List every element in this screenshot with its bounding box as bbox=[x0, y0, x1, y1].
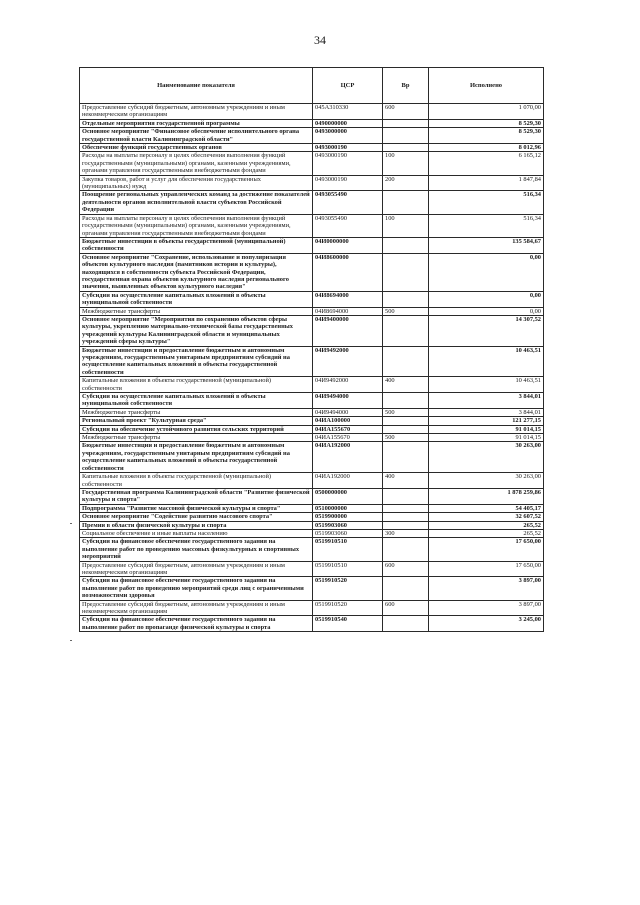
table-row bbox=[80, 577, 544, 600]
table-row bbox=[80, 408, 544, 416]
table-row bbox=[80, 191, 544, 214]
row-vr-cell: 300 bbox=[383, 529, 429, 537]
table-row bbox=[80, 152, 544, 175]
row-name-cell: Межбюджетные трансферты bbox=[80, 408, 313, 416]
row-vr-cell bbox=[383, 521, 429, 529]
row-vr-cell bbox=[383, 237, 429, 253]
scan-artifact bbox=[70, 640, 72, 641]
row-name-cell: Закупка товаров, работ и услуг для обеспечения государственных (муниципальных) нужд bbox=[80, 175, 313, 191]
row-csr-cell: 0500000000 bbox=[313, 488, 383, 504]
row-value-cell: 1 847,84 bbox=[429, 175, 544, 191]
table-row bbox=[80, 521, 544, 529]
row-csr-cell: 04И9400000 bbox=[313, 315, 383, 346]
row-name-cell: Субсидии на финансовое обеспечение государственного задания на выполнение работ по проведению мероприятий среди лиц с ограниченными возможностями здоровья bbox=[80, 577, 313, 600]
row-name-cell: Предоставление субсидий бюджетным, автономным учреждениям и иным некоммерческим организациям bbox=[80, 561, 313, 577]
row-csr-cell: 0519910510 bbox=[313, 538, 383, 561]
row-value-cell: 3 844,01 bbox=[429, 408, 544, 416]
row-vr-cell: 600 bbox=[383, 600, 429, 616]
header-csr: ЦСР bbox=[313, 68, 383, 104]
row-vr-cell bbox=[383, 577, 429, 600]
row-name-cell: Подпрограмма "Развитие массовой физической культуры и спорта" bbox=[80, 504, 313, 512]
row-csr-cell: 04И8694000 bbox=[313, 291, 383, 307]
table-row bbox=[80, 315, 544, 346]
table-row bbox=[80, 425, 544, 433]
row-name-cell: Расходы на выплаты персоналу в целях обеспечения выполнения функций государственными (муниципальными) органами, казенными учреждениями, органами управления государственными внебюджетными фондами bbox=[80, 214, 313, 237]
row-value-cell: 10 463,51 bbox=[429, 346, 544, 377]
table-row bbox=[80, 291, 544, 307]
table-row bbox=[80, 128, 544, 144]
header-name: Наименование показателя bbox=[80, 68, 313, 104]
row-value-cell: 17 650,00 bbox=[429, 561, 544, 577]
row-vr-cell bbox=[383, 191, 429, 214]
row-value-cell: 0,00 bbox=[429, 307, 544, 315]
row-value-cell: 32 607,52 bbox=[429, 513, 544, 521]
scan-artifact bbox=[70, 523, 72, 524]
table-row bbox=[80, 393, 544, 409]
row-name-cell: Бюджетные инвестиции и предоставление бюджетным и автономным учреждениям, государственным унитарным предприятиям субсидий на осуществление капитальных вложений в объекты государственной собственности bbox=[80, 346, 313, 377]
table-row bbox=[80, 377, 544, 393]
row-csr-cell: 04ИА192000 bbox=[313, 442, 383, 473]
row-csr-cell: 0493000190 bbox=[313, 144, 383, 152]
row-vr-cell bbox=[383, 315, 429, 346]
row-value-cell: 3 844,01 bbox=[429, 393, 544, 409]
row-vr-cell: 400 bbox=[383, 377, 429, 393]
table-row bbox=[80, 434, 544, 442]
row-value-cell: 265,52 bbox=[429, 521, 544, 529]
row-name-cell: Предоставление субсидий бюджетным, автономным учреждениям и иным некоммерческим организациям bbox=[80, 600, 313, 616]
budget-execution-table bbox=[79, 67, 544, 632]
row-name-cell: Основное мероприятие "Финансовое обеспечение исполнительного органа государственной власти Калининградской области" bbox=[80, 128, 313, 144]
row-value-cell: 8 529,30 bbox=[429, 119, 544, 127]
row-csr-cell: 04ИА192000 bbox=[313, 473, 383, 489]
table-body bbox=[80, 104, 544, 632]
row-csr-cell: 04И9494000 bbox=[313, 408, 383, 416]
row-value-cell: 135 584,67 bbox=[429, 237, 544, 253]
row-csr-cell: 0519910510 bbox=[313, 561, 383, 577]
table-row bbox=[80, 600, 544, 616]
header-value: Исполнено bbox=[429, 68, 544, 104]
row-csr-cell: 0490000000 bbox=[313, 119, 383, 127]
row-vr-cell: 500 bbox=[383, 307, 429, 315]
row-name-cell: Межбюджетные трансферты bbox=[80, 307, 313, 315]
row-csr-cell: 045А310330 bbox=[313, 104, 383, 120]
row-name-cell: Межбюджетные трансферты bbox=[80, 434, 313, 442]
table-row bbox=[80, 488, 544, 504]
row-csr-cell: 0493000190 bbox=[313, 175, 383, 191]
row-vr-cell bbox=[383, 488, 429, 504]
table-row bbox=[80, 253, 544, 291]
row-name-cell: Субсидии на осуществление капитальных вложений в объекты муниципальной собственности bbox=[80, 393, 313, 409]
row-value-cell: 3 897,00 bbox=[429, 600, 544, 616]
row-name-cell: Капитальные вложения в объекты государственной (муниципальной) собственности bbox=[80, 377, 313, 393]
row-name-cell: Капитальные вложения в объекты государственной (муниципальной) собственности bbox=[80, 473, 313, 489]
row-name-cell: Поощрение региональных управленческих команд за достижение показателей деятельности органов исполнительной власти субъектов Российской Федерации bbox=[80, 191, 313, 214]
row-value-cell: 1 878 259,86 bbox=[429, 488, 544, 504]
row-csr-cell: 0493055490 bbox=[313, 214, 383, 237]
row-value-cell: 516,34 bbox=[429, 214, 544, 237]
row-name-cell: Отдельные мероприятия государственной программы bbox=[80, 119, 313, 127]
row-name-cell: Основное мероприятие "Сохранение, использование и популяризация объектов культурного наследия (памятников истории и культуры), находящихся в собственности субъекта Российской Федерации, государственная охрана объектов культурного наследия регионального значения, выявленных объектов культурного наследия" bbox=[80, 253, 313, 291]
row-vr-cell bbox=[383, 253, 429, 291]
row-vr-cell bbox=[383, 393, 429, 409]
row-csr-cell: 04И0000000 bbox=[313, 237, 383, 253]
table-row bbox=[80, 538, 544, 561]
row-vr-cell bbox=[383, 119, 429, 127]
row-vr-cell bbox=[383, 417, 429, 425]
table-header-row bbox=[80, 68, 544, 104]
table-row bbox=[80, 417, 544, 425]
row-value-cell: 6 165,12 bbox=[429, 152, 544, 175]
row-name-cell: Субсидии на обеспечение устойчивого развития сельских территорий bbox=[80, 425, 313, 433]
table-row bbox=[80, 144, 544, 152]
row-name-cell: Премии в области физической культуры и спорта bbox=[80, 521, 313, 529]
row-csr-cell: 0493055490 bbox=[313, 191, 383, 214]
row-value-cell: 10 463,51 bbox=[429, 377, 544, 393]
row-value-cell: 516,34 bbox=[429, 191, 544, 214]
row-csr-cell: 0519910520 bbox=[313, 577, 383, 600]
row-name-cell: Субсидии на финансовое обеспечение государственного задания на выполнение работ по проведению массовых физкультурных и спортивных мероприятий bbox=[80, 538, 313, 561]
table-row bbox=[80, 119, 544, 127]
row-vr-cell bbox=[383, 346, 429, 377]
row-value-cell: 17 650,00 bbox=[429, 538, 544, 561]
row-vr-cell: 100 bbox=[383, 214, 429, 237]
row-vr-cell: 600 bbox=[383, 104, 429, 120]
row-vr-cell bbox=[383, 425, 429, 433]
row-value-cell: 0,00 bbox=[429, 291, 544, 307]
row-name-cell: Региональный проект "Культурная среда" bbox=[80, 417, 313, 425]
row-vr-cell bbox=[383, 616, 429, 632]
row-vr-cell bbox=[383, 513, 429, 521]
row-csr-cell: 04ИА155670 bbox=[313, 434, 383, 442]
row-value-cell: 30 263,00 bbox=[429, 442, 544, 473]
row-csr-cell: 04И9492000 bbox=[313, 377, 383, 393]
row-vr-cell bbox=[383, 442, 429, 473]
table-row bbox=[80, 529, 544, 537]
row-vr-cell bbox=[383, 128, 429, 144]
row-value-cell: 14 307,52 bbox=[429, 315, 544, 346]
row-name-cell: Основное мероприятие "Содействие развитию массового спорта" bbox=[80, 513, 313, 521]
row-value-cell: 8 012,96 bbox=[429, 144, 544, 152]
table-row bbox=[80, 442, 544, 473]
row-csr-cell: 0493000190 bbox=[313, 152, 383, 175]
row-csr-cell: 04ИА155670 bbox=[313, 425, 383, 433]
row-csr-cell: 04ИА100000 bbox=[313, 417, 383, 425]
row-value-cell: 121 277,15 bbox=[429, 417, 544, 425]
row-vr-cell bbox=[383, 291, 429, 307]
header-vr: Вр bbox=[383, 68, 429, 104]
row-value-cell: 30 263,00 bbox=[429, 473, 544, 489]
row-value-cell: 54 405,17 bbox=[429, 504, 544, 512]
row-csr-cell: 0519903060 bbox=[313, 521, 383, 529]
row-vr-cell: 100 bbox=[383, 152, 429, 175]
table-row bbox=[80, 175, 544, 191]
row-vr-cell: 600 bbox=[383, 561, 429, 577]
table-row bbox=[80, 104, 544, 120]
row-value-cell: 3 245,00 bbox=[429, 616, 544, 632]
row-value-cell: 8 529,30 bbox=[429, 128, 544, 144]
row-csr-cell: 0510000000 bbox=[313, 504, 383, 512]
row-vr-cell bbox=[383, 144, 429, 152]
row-name-cell: Обеспечение функций государственных органов bbox=[80, 144, 313, 152]
row-vr-cell bbox=[383, 504, 429, 512]
row-name-cell: Субсидии на финансовое обеспечение государственного задания на выполнение работ по пропаганде физической культуры и спорта bbox=[80, 616, 313, 632]
row-vr-cell: 400 bbox=[383, 473, 429, 489]
row-name-cell: Бюджетные инвестиции и предоставление бюджетным и автономным учреждениям, государственным унитарным предприятиям субсидий на осуществление капитальных вложений в объекты государственной собственности bbox=[80, 442, 313, 473]
table-row bbox=[80, 616, 544, 632]
row-value-cell: 1 070,00 bbox=[429, 104, 544, 120]
row-vr-cell: 200 bbox=[383, 175, 429, 191]
row-name-cell: Расходы на выплаты персоналу в целях обеспечения выполнения функций государственными (муниципальными) органами, казенными учреждениями, органами управления государственными внебюджетными фондами bbox=[80, 152, 313, 175]
row-csr-cell: 04И9492000 bbox=[313, 346, 383, 377]
row-csr-cell: 0493000000 bbox=[313, 128, 383, 144]
row-csr-cell: 04И9494000 bbox=[313, 393, 383, 409]
row-name-cell: Государственная программа Калининградской области "Развитие физической культуры и спорта" bbox=[80, 488, 313, 504]
row-vr-cell: 500 bbox=[383, 408, 429, 416]
row-vr-cell bbox=[383, 538, 429, 561]
table-row bbox=[80, 513, 544, 521]
table-row bbox=[80, 504, 544, 512]
row-value-cell: 0,00 bbox=[429, 253, 544, 291]
row-csr-cell: 04И8694000 bbox=[313, 307, 383, 315]
row-csr-cell: 04И8600000 bbox=[313, 253, 383, 291]
row-name-cell: Бюджетные инвестиции в объекты государственной (муниципальной) собственности bbox=[80, 237, 313, 253]
row-csr-cell: 0519910520 bbox=[313, 600, 383, 616]
row-csr-cell: 0519903060 bbox=[313, 529, 383, 537]
row-csr-cell: 0519900000 bbox=[313, 513, 383, 521]
row-value-cell: 3 897,00 bbox=[429, 577, 544, 600]
row-value-cell: 91 014,15 bbox=[429, 425, 544, 433]
page-number: 34 bbox=[314, 33, 326, 47]
table-row bbox=[80, 214, 544, 237]
table-row bbox=[80, 237, 544, 253]
row-name-cell: Субсидии на осуществление капитальных вложений в объекты муниципальной собственности bbox=[80, 291, 313, 307]
table-row bbox=[80, 561, 544, 577]
table-row bbox=[80, 307, 544, 315]
row-vr-cell: 500 bbox=[383, 434, 429, 442]
table-row bbox=[80, 346, 544, 377]
row-value-cell: 91 014,15 bbox=[429, 434, 544, 442]
row-csr-cell: 0519910540 bbox=[313, 616, 383, 632]
row-name-cell: Основное мероприятие "Мероприятия по сохранению объектов сферы культуры, укреплению материально-технической базы государственных учреждений культуры Калининградской области и муниципальных учреждений сферы культуры" bbox=[80, 315, 313, 346]
row-value-cell: 265,52 bbox=[429, 529, 544, 537]
row-name-cell: Социальное обеспечение и иные выплаты населению bbox=[80, 529, 313, 537]
row-name-cell: Предоставление субсидий бюджетным, автономным учреждениям и иным некоммерческим организациям bbox=[80, 104, 313, 120]
table-row bbox=[80, 473, 544, 489]
